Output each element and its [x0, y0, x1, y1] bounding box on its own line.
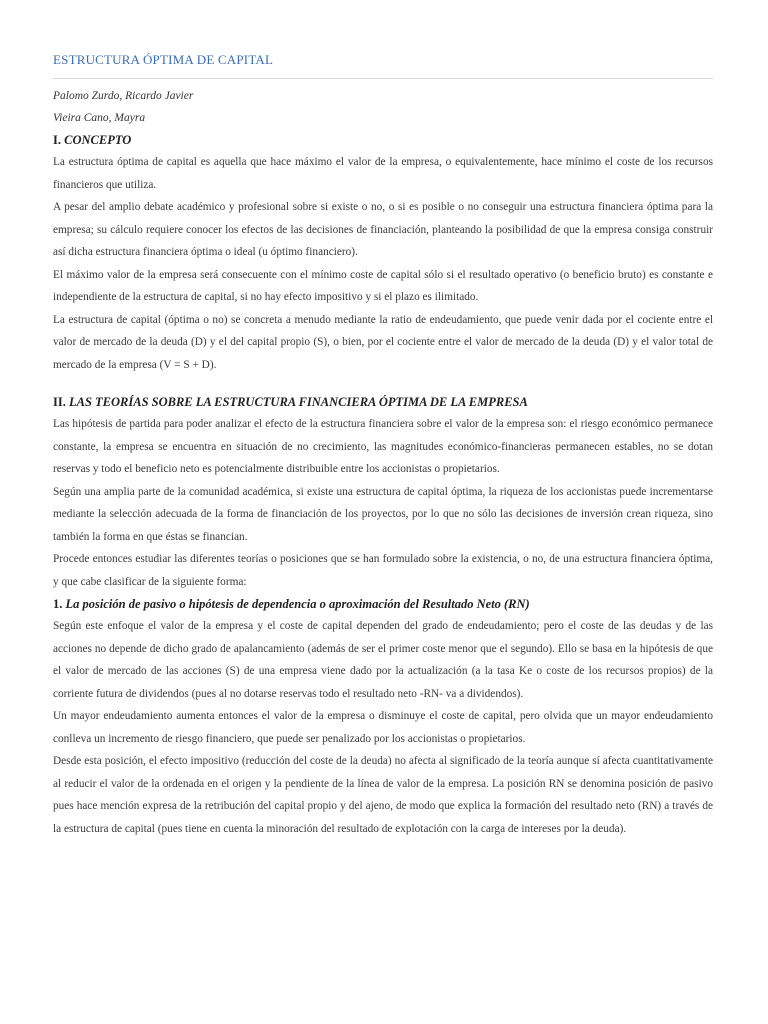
- section-1-title: CONCEPTO: [64, 133, 132, 147]
- section-1-number: I.: [53, 133, 61, 147]
- section-2-title: LAS TEORÍAS SOBRE LA ESTRUCTURA FINANCIERA ÓPTIMA DE LA EMPRESA: [68, 395, 528, 409]
- section-2-paragraph-1: Las hipótesis de partida para poder analizar el efecto de la estructura financiera sobre el valor de la empresa son: el riesgo económico permanece constante, la empresa se encuentra en situación de no crecimiento, las magnitudes económico-financieras permanecen estables, no se dotan reservas y todo el beneficio neto es potencialmente distribuible entre los accionistas o propietarios.: [53, 418, 713, 475]
- section-spacer: [53, 376, 713, 391]
- author-1: Palomo Zurdo, Ricardo Javier: [53, 90, 194, 102]
- section-1-paragraph-3: El máximo valor de la empresa será consecuente con el mínimo coste de capital sólo si el resultado operativo (o beneficio bruto) es constante e independiente de la estructura de capital, si no hay efecto impositivo y si el plazo es ilimitado.: [53, 268, 713, 303]
- author-2: Vieira Cano, Mayra: [53, 112, 146, 124]
- subsection-1-paragraph-1: Según este enfoque el valor de la empresa y el coste de capital dependen del grado de endeudamiento; pero el coste de las deudas y de las acciones no depende de dicho grado de apalancamiento (además de ser el primer coste menor que el segundo). Ello se basa en la hipótesis de que el valor de mercado de las acciones (S) de una empresa viene dado por la actualización (a la tasa Ke o coste de los recursos propios) de la corriente futura de dividendos (pues al no dotarse reservas todo el resultado neto -RN- va a dividendos).: [53, 620, 713, 700]
- section-1-heading: [53, 129, 713, 151]
- section-2-heading: [53, 391, 713, 413]
- section-1-paragraph-2: A pesar del amplio debate académico y profesional sobre si existe o no, o si es posible o no conseguir una estructura financiera óptima para la empresa; su cálculo requiere conocer los efectos de las decisiones de financiación, planteando la posibilidad de que la empresa consiga construir así dicha estructura financiera óptima o ideal (u óptimo financiero).: [53, 201, 713, 258]
- section-2-paragraph-2: Según una amplia parte de la comunidad académica, si existe una estructura de capital óptima, la riqueza de los accionistas puede incrementarse mediante la selección adecuada de la forma de financiación de los proyectos, por lo que no sólo las decisiones de inversión crean riqueza, sino también la forma en que éstas se financian.: [53, 485, 713, 543]
- subsection-1-paragraph-3: Desde esta posición, el efecto impositivo (reducción del coste de la deuda) no afecta al significado de la teoría aunque sí afecta cuantitativamente al reducir el valor de la ordenada en el origen y la pendiente de la línea de valor de la empresa. La posición RN se denomina posición de pasivo pues hace mención expresa de la retribución del capital propio y del ajeno, de modo que explica la formación del resultado neto (RN) a través de la estructura de capital (pues tiene en cuenta la minoración del resultado de explotación con la carga de intereses por la deuda).: [53, 755, 713, 835]
- section-1-paragraph-1: La estructura óptima de capital es aquella que hace máximo el valor de la empresa, o equivalentemente, hace mínimo el coste de los recursos financieros que utiliza.: [53, 156, 713, 191]
- subsection-1-paragraph-2: Un mayor endeudamiento aumenta entonces el valor de la empresa o disminuye el coste de capital, pero olvida que un mayor endeudamiento conlleva un incremento de riesgo financiero, que puede ser penalizado por los accionistas o propietarios.: [53, 710, 713, 745]
- document-title: ESTRUCTURA ÓPTIMA DE CAPITAL: [53, 52, 274, 67]
- section-2-paragraph-3: Procede entonces estudiar las diferentes teorías o posiciones que se han formulado sobre la existencia, o no, de una estructura financiera óptima, y que cabe clasificar de la siguiente forma:: [53, 553, 713, 588]
- subsection-1-title: La posición de pasivo o hipótesis de dependencia o aproximación del Resultado Neto (RN): [65, 597, 530, 611]
- section-2-number: II.: [53, 395, 66, 409]
- subsection-1-number: 1.: [53, 597, 63, 611]
- subsection-1-heading: [53, 593, 713, 615]
- section-1-paragraph-4: La estructura de capital (óptima o no) se concreta a menudo mediante la ratio de endeudamiento, que puede venir dada por el cociente entre el valor de mercado de la deuda (D) y el del capital propio (S), o bien, por el cociente entre el valor de mercado de la deuda (D) y el valor total de mercado de la empresa (V = S + D).: [53, 313, 713, 371]
- title-divider: [53, 78, 713, 79]
